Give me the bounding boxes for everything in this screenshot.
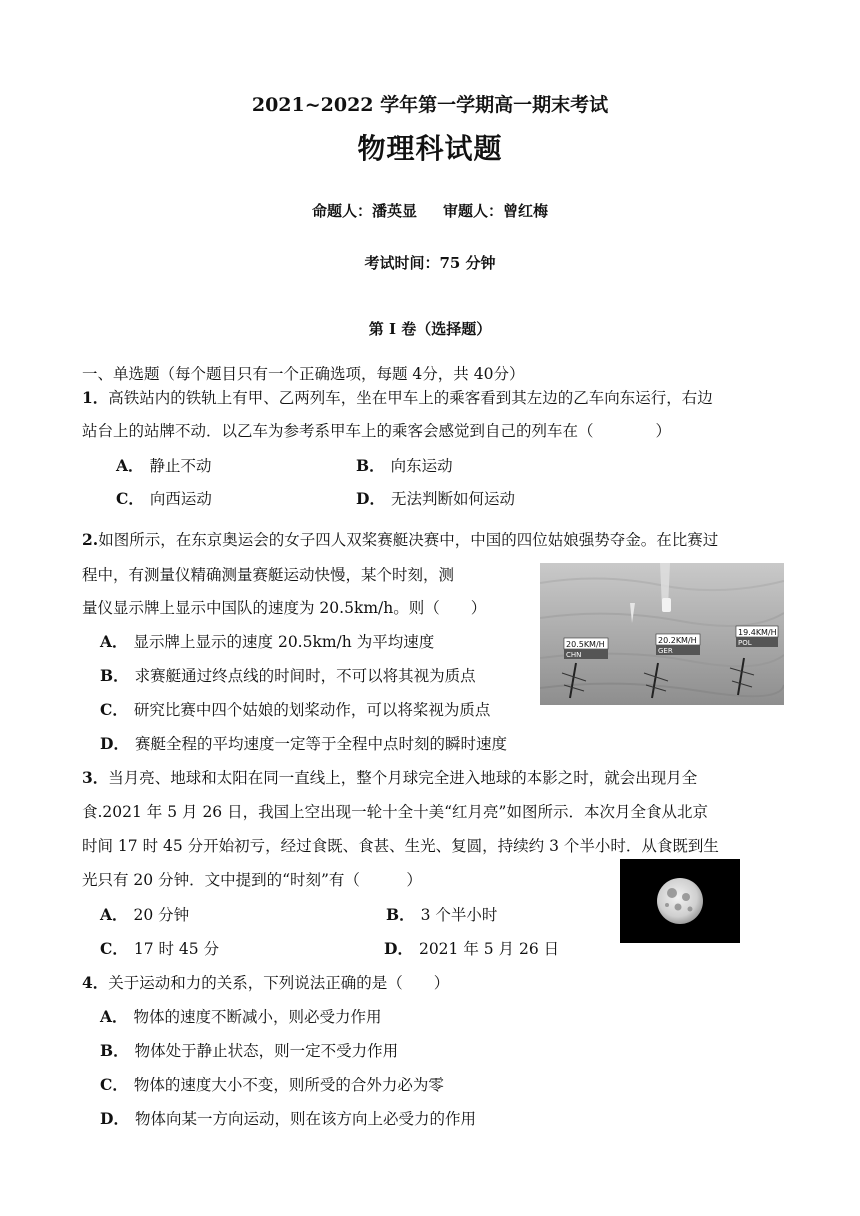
- camera-boat: [662, 598, 671, 612]
- q3-option-d: [384, 937, 559, 959]
- q4-number: 4．: [82, 973, 109, 992]
- q2-option-b: [100, 664, 476, 686]
- q2-option-d: [100, 732, 507, 754]
- option-text: 研究比赛中四个姑娘的划桨动作，可以将桨视为质点: [133, 701, 491, 719]
- board-chn-team: CHN: [566, 651, 582, 659]
- option-label: A．: [100, 1007, 128, 1026]
- option-text: 2021 年 5 月 26 日: [418, 940, 560, 958]
- option-label: B．: [100, 666, 129, 685]
- rowing-photo: [540, 563, 784, 705]
- q2-option-c: [100, 698, 490, 720]
- option-label: C．: [100, 700, 128, 719]
- option-label: A．: [100, 905, 128, 924]
- board-ger: [656, 634, 700, 655]
- moon-photo: [620, 859, 740, 943]
- q3-text1: 当月亮、地球和太阳在同一直线上，整个月球完全进入地球的本影之时，就会出现月全: [108, 769, 698, 787]
- q3-number: 3．: [82, 768, 109, 787]
- q1-text1: 高铁站内的铁轨上有甲、乙两列车，坐在甲车上的乘客看到其左边的乙车向东运行，右边: [108, 389, 713, 407]
- q2-number: 2.: [82, 530, 99, 549]
- option-text: 物体处于静止状态，则一定不受力作用: [134, 1042, 399, 1060]
- q2-option-a: [100, 630, 434, 652]
- board-pol: [736, 626, 778, 647]
- q3-option-b: [386, 903, 497, 925]
- q4-text1: 关于运动和力的关系，下列说法正确的是（ ）: [108, 974, 450, 992]
- option-label: A．: [100, 632, 128, 651]
- option-label: D．: [384, 939, 413, 958]
- option-label: D．: [100, 1109, 129, 1128]
- board-chn-speed: 20.5KM/H: [566, 640, 605, 649]
- board-chn: [564, 638, 608, 659]
- q2-line3: 量仪显示牌上显示中国队的速度为 20.5km/h。则（ ）: [82, 599, 487, 617]
- moon: [657, 878, 703, 924]
- section-title: 一、单选题（每个题目只有一个正确选项，每题 4分，共 40分）: [82, 365, 525, 383]
- option-text: 物体的速度不断减小，则必受力作用: [133, 1008, 382, 1026]
- option-label: B．: [356, 456, 385, 475]
- q2-line1: [82, 528, 718, 550]
- q1-option-d: [356, 487, 515, 509]
- q1-option-b: [356, 454, 453, 476]
- q4-option-c: [100, 1073, 444, 1095]
- q4-option-d: [100, 1107, 476, 1129]
- option-label: D．: [356, 489, 385, 508]
- option-text: 向西运动: [149, 490, 212, 508]
- q3-line1: [82, 766, 697, 788]
- q3-option-c: [100, 937, 219, 959]
- author-line: [0, 200, 860, 221]
- option-text: 17 时 45 分: [133, 940, 220, 958]
- board-pol-speed: 19.4KM/H: [738, 628, 777, 637]
- option-label: C．: [100, 939, 128, 958]
- option-label: A．: [116, 456, 144, 475]
- q1-line2: 站台上的站牌不动．以乙车为参考系甲车上的乘客会感觉到自己的列车在（ ）: [82, 422, 672, 440]
- q4-line1: [82, 971, 449, 993]
- q3-line4: 光只有 20 分钟．文中提到的“时刻”有（ ）: [82, 871, 422, 889]
- reviewer: 审题人：曾红梅: [443, 202, 549, 220]
- q4-option-a: [100, 1005, 382, 1027]
- exam-time: 考试时间：75 分钟: [364, 254, 496, 272]
- option-label: B．: [100, 1041, 129, 1060]
- exam-title-subject: 物理科试题: [357, 132, 503, 165]
- option-text: 3 个半小时: [420, 906, 498, 924]
- option-text: 求赛艇通过终点线的时间时，不可以将其视为质点: [134, 667, 476, 685]
- q4-option-b: [100, 1039, 398, 1061]
- option-text: 物体的速度大小不变，则所受的合外力必为零: [133, 1076, 444, 1094]
- q1-line1: [82, 386, 713, 408]
- option-label: C．: [100, 1075, 128, 1094]
- q2-text1: 如图所示，在东京奥运会的女子四人双桨赛艇决赛中，中国的四位姑娘强势夺金。在比赛过: [98, 531, 719, 549]
- q3-option-a: [100, 903, 189, 925]
- option-label: D．: [100, 734, 129, 753]
- q1-number: 1．: [82, 388, 109, 407]
- q3-line2: 食.2021 年 5 月 26 日，我国上空出现一轮十全十美“红月亮”如图所示．本次月全食从北京: [82, 803, 708, 821]
- board-ger-team: GER: [658, 647, 673, 655]
- q2-line2: 程中，有测量仪精确测量赛艇运动快慢，某个时刻，测: [82, 566, 455, 584]
- option-text: 静止不动: [149, 457, 212, 475]
- option-text: 20 分钟: [133, 906, 190, 924]
- q3-line3: 时间 17 时 45 分开始初亏，经过食既、食甚、生光、复圆，持续约 3 个半小时．从食既到生: [82, 837, 719, 855]
- option-text: 无法判断如何运动: [390, 490, 515, 508]
- board-ger-speed: 20.2KM/H: [658, 636, 697, 645]
- part-title: 第 I 卷（选择题）: [368, 320, 492, 338]
- exam-title-year: 2021~2022 学年第一学期高一期末考试: [251, 94, 609, 116]
- q1-option-c: [116, 487, 212, 509]
- option-label: C．: [116, 489, 144, 508]
- option-text: 赛艇全程的平均速度一定等于全程中点时刻的瞬时速度: [134, 735, 507, 753]
- author: 命题人：潘英显: [311, 202, 417, 220]
- q1-option-a: [116, 454, 212, 476]
- option-label: B．: [386, 905, 415, 924]
- board-pol-team: POL: [738, 639, 752, 647]
- option-text: 显示牌上显示的速度 20.5km/h 为平均速度: [133, 633, 435, 651]
- option-text: 向东运动: [390, 457, 453, 475]
- option-text: 物体向某一方向运动，则在该方向上必受力的作用: [134, 1110, 476, 1128]
